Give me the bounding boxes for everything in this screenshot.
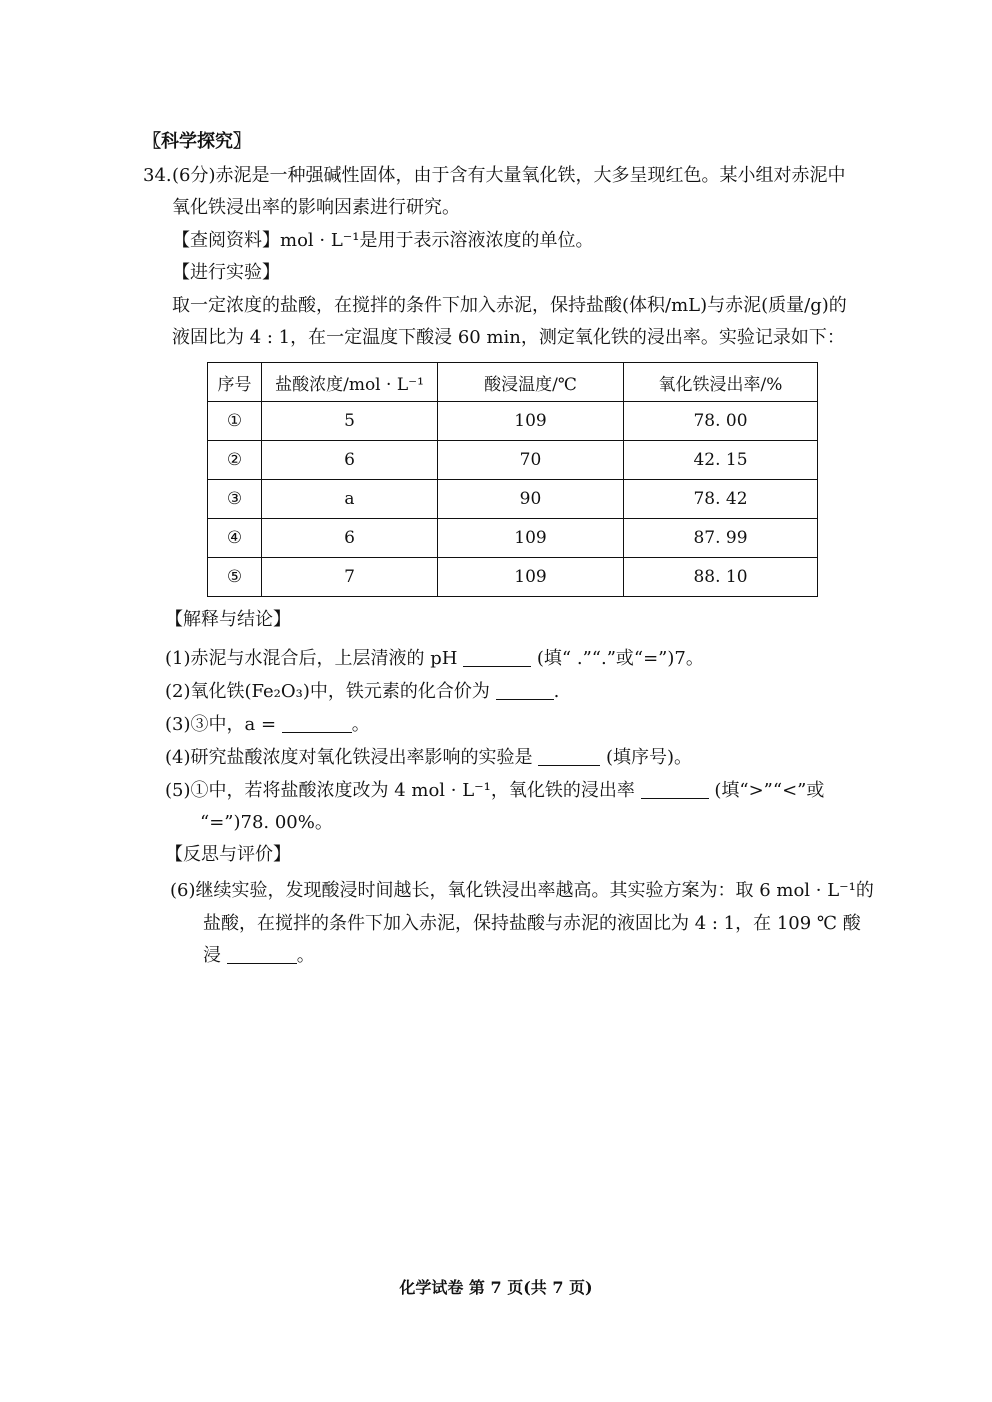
table-header-cell: 序号 bbox=[208, 363, 262, 402]
table-cell: ① bbox=[208, 402, 262, 441]
question-number: 34. bbox=[143, 165, 172, 186]
table-cell: 78. 00 bbox=[624, 402, 818, 441]
answer-blank-6[interactable] bbox=[227, 945, 297, 964]
table-row bbox=[208, 480, 818, 519]
question-3 bbox=[165, 713, 370, 737]
experiment-heading: 【进行实验】 bbox=[172, 262, 280, 283]
table-cell: 88. 10 bbox=[624, 558, 818, 597]
reference-note: 【查阅资料】mol · L⁻¹是用于表示溶液浓度的单位。 bbox=[172, 230, 594, 251]
experiment-text-line-2: 液固比为 4 : 1，在一定温度下酸浸 60 min，测定氧化铁的浸出率。实验记录如下： bbox=[172, 327, 845, 348]
question-1 bbox=[165, 647, 704, 671]
table-cell: 78. 42 bbox=[624, 480, 818, 519]
table-row bbox=[208, 402, 818, 441]
question-4 bbox=[165, 746, 692, 770]
experiment-table bbox=[207, 362, 818, 597]
question-1-text: (1)赤泥与水混合后，上层清液的 pH bbox=[165, 648, 458, 669]
question-2-suffix: . bbox=[553, 681, 560, 702]
question-2-text: (2)氧化铁(Fe₂O₃)中，铁元素的化合价为 bbox=[165, 681, 490, 702]
table-cell: 7 bbox=[262, 558, 438, 597]
question-4-text: (4)研究盐酸浓度对氧化铁浸出率影响的实验是 bbox=[165, 747, 533, 768]
section-title: 〖科学探究〗 bbox=[143, 131, 251, 152]
table-cell: ② bbox=[208, 441, 262, 480]
table-cell: 90 bbox=[438, 480, 624, 519]
question-6-text: 浸 bbox=[203, 945, 221, 966]
table-cell: 6 bbox=[262, 441, 438, 480]
table-cell: 109 bbox=[438, 558, 624, 597]
table-cell: ③ bbox=[208, 480, 262, 519]
table-header-row bbox=[208, 363, 818, 402]
table-cell: 42. 15 bbox=[624, 441, 818, 480]
question-intro-line-1: (6分)赤泥是一种强碱性固体，由于含有大量氧化铁，大多呈现红色。某小组对赤泥中 bbox=[172, 165, 846, 186]
table-cell: 87. 99 bbox=[624, 519, 818, 558]
table-cell: 70 bbox=[438, 441, 624, 480]
question-6-line-2: 盐酸，在搅拌的条件下加入赤泥，保持盐酸与赤泥的液固比为 4 : 1，在 109 ℃ 酸 bbox=[203, 913, 861, 934]
question-1-suffix: (填“ .”“.”或“=”)7。 bbox=[536, 648, 704, 669]
question-2 bbox=[165, 680, 559, 704]
table-cell: a bbox=[262, 480, 438, 519]
conclusion-heading: 【解释与结论】 bbox=[165, 609, 291, 630]
answer-blank-4[interactable] bbox=[538, 747, 600, 766]
table-row bbox=[208, 441, 818, 480]
table-header-cell: 盐酸浓度/mol · L⁻¹ bbox=[262, 363, 438, 402]
question-3-suffix: 。 bbox=[351, 714, 370, 735]
table-cell: ⑤ bbox=[208, 558, 262, 597]
table-header-cell: 氧化铁浸出率/% bbox=[624, 363, 818, 402]
reflection-heading: 【反思与评价】 bbox=[165, 844, 291, 865]
question-5-text: (5)①中，若将盐酸浓度改为 4 mol · L⁻¹，氧化铁的浸出率 bbox=[165, 780, 635, 801]
answer-blank-3[interactable] bbox=[282, 714, 352, 733]
answer-blank-1[interactable] bbox=[463, 648, 531, 667]
question-5-suffix: (填“>”“<”或 bbox=[714, 780, 825, 801]
answer-blank-5[interactable] bbox=[641, 780, 709, 799]
answer-blank-2[interactable] bbox=[496, 681, 554, 700]
question-4-suffix: (填序号)。 bbox=[605, 747, 693, 768]
question-6-line-1: (6)继续实验，发现酸浸时间越长，氧化铁浸出率越高。其实验方案为：取 6 mol · L⁻¹的 bbox=[170, 880, 874, 901]
question-5-continued: “=”)78. 00%。 bbox=[200, 812, 333, 833]
table-cell: 109 bbox=[438, 402, 624, 441]
question-3-text: (3)③中，a = bbox=[165, 714, 277, 735]
question-6-suffix: 。 bbox=[296, 945, 315, 966]
question-intro-line-2: 氧化铁浸出率的影响因素进行研究。 bbox=[172, 197, 460, 218]
table-row bbox=[208, 519, 818, 558]
question-5 bbox=[165, 779, 824, 803]
table-cell: 5 bbox=[262, 402, 438, 441]
page-footer: 化学试卷 第 7 页(共 7 页) bbox=[399, 1278, 593, 1297]
table-cell: 109 bbox=[438, 519, 624, 558]
table-row bbox=[208, 558, 818, 597]
table-header-cell: 酸浸温度/℃ bbox=[438, 363, 624, 402]
question-6-line-3 bbox=[203, 944, 315, 968]
table-cell: 6 bbox=[262, 519, 438, 558]
experiment-text-line-1: 取一定浓度的盐酸，在搅拌的条件下加入赤泥，保持盐酸(体积/mL)与赤泥(质量/g)的 bbox=[172, 295, 847, 316]
table-cell: ④ bbox=[208, 519, 262, 558]
